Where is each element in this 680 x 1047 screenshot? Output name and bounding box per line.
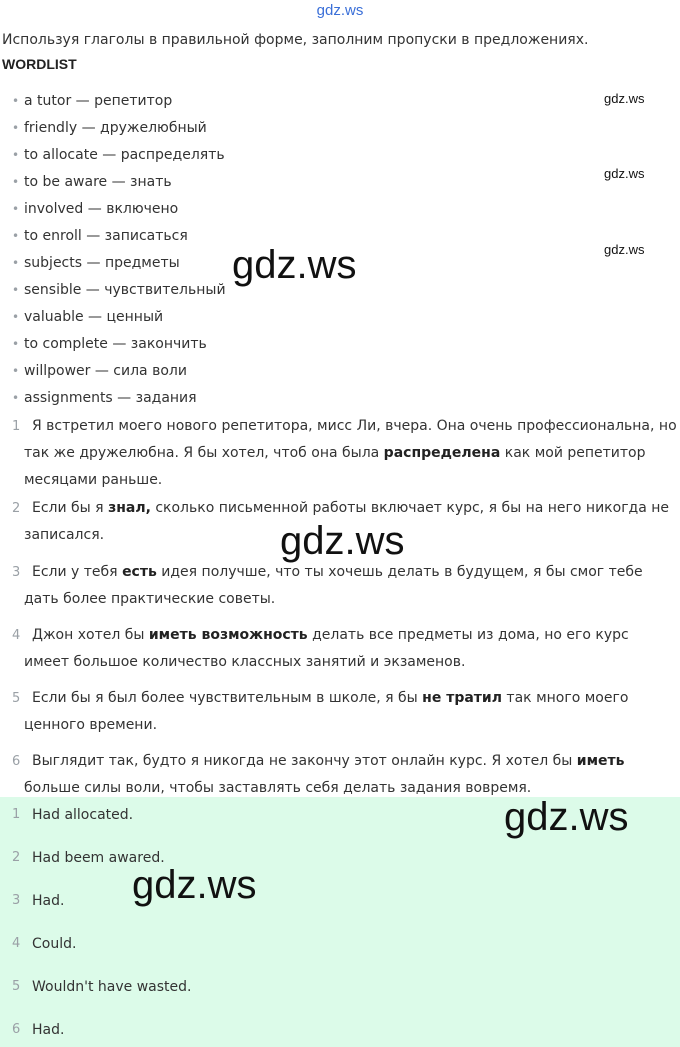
watermark: gdz.ws: [280, 519, 405, 563]
answer-text: Had.: [32, 893, 65, 909]
watermark-top: gdz.ws: [316, 2, 364, 19]
question-item: [0, 413, 680, 494]
wordlist-item: [0, 331, 226, 358]
bullet-icon: •: [12, 337, 20, 351]
answer-text: Wouldn't have wasted.: [32, 979, 192, 995]
bullet-icon: •: [12, 229, 20, 243]
question-highlight: распределена: [383, 445, 501, 461]
wordlist-item-text: a tutor — репетитор: [24, 93, 173, 109]
wordlist-item-text: valuable — ценный: [24, 309, 164, 325]
watermark: gdz.ws: [604, 242, 645, 257]
question-text-part: так много моего ценного времени.: [24, 690, 629, 733]
question-number: 6: [12, 754, 21, 769]
watermark: gdz.ws: [604, 91, 645, 106]
wordlist-item: [0, 196, 226, 223]
question-highlight: иметь: [576, 753, 625, 769]
wordlist-item-text: involved — включено: [24, 201, 179, 217]
watermark: gdz.ws: [604, 166, 645, 181]
answer-number: 1: [12, 807, 21, 822]
bullet-icon: •: [12, 283, 20, 297]
answer-text: Had.: [32, 1022, 65, 1038]
question-text: [0, 685, 680, 739]
answer-text: Had beem awared.: [32, 850, 165, 866]
wordlist-item-text: to allocate — распределять: [24, 147, 225, 163]
answer-text: Had allocated.: [32, 807, 134, 823]
bullet-icon: •: [12, 175, 20, 189]
bullet-icon: •: [12, 202, 20, 216]
answer-number: 3: [12, 893, 21, 908]
question-text-part: Я встретил моего нового репетитора, мисс Ли, вчера. Она очень профессиональна, но так же дружелюбна. Я бы хотел, чтоб она была: [24, 418, 677, 461]
question-text-part: Если бы я: [32, 500, 109, 516]
question-highlight: знал,: [108, 500, 151, 516]
question-item: [0, 622, 680, 676]
wordlist-item-text: friendly — дружелюбный: [24, 120, 207, 136]
question-text-part: Джон хотел бы: [32, 627, 149, 643]
wordlist-item-text: to be aware — знать: [24, 174, 172, 190]
bullet-icon: •: [12, 148, 20, 162]
wordlist-item: [0, 385, 226, 412]
watermark: gdz.ws: [504, 795, 629, 839]
bullet-icon: •: [12, 310, 20, 324]
question-text: [0, 559, 680, 613]
bullet-icon: •: [12, 256, 20, 270]
question-number: 3: [12, 565, 21, 580]
wordlist-item: [0, 358, 226, 385]
answer-text: Could.: [32, 936, 77, 952]
intro-text: Используя глаголы в правильной форме, заполним пропуски в предложениях.: [2, 32, 589, 48]
wordlist-item: [0, 88, 226, 115]
wordlist-item-text: sensible — чувствительный: [24, 282, 226, 298]
wordlist-title: WORDLIST: [2, 56, 77, 72]
question-number: 1: [12, 419, 21, 434]
question-text-part: Если бы я был более чувствительным в школе, я бы: [32, 690, 423, 706]
bullet-icon: •: [12, 121, 20, 135]
question-number: 2: [12, 501, 21, 516]
question-text: [0, 748, 680, 802]
question-number: 4: [12, 628, 21, 643]
bullet-icon: •: [12, 364, 20, 378]
question-text-part: идея получше, что ты хочешь делать в будущем, я бы смог тебе дать более практические советы.: [24, 564, 643, 607]
wordlist-item-text: willpower — сила воли: [24, 363, 187, 379]
wordlist-item-text: assignments — задания: [24, 390, 197, 406]
question-text-part: как мой репетитор месяцами раньше.: [24, 445, 646, 488]
question-text: [0, 622, 680, 676]
question-item: [0, 559, 680, 613]
bullet-icon: •: [12, 94, 20, 108]
wordlist-item: [0, 250, 226, 277]
answer-number: 4: [12, 936, 21, 951]
question-text-part: больше силы воли, чтобы заставлять себя делать задания вовремя.: [24, 780, 532, 796]
question-text-part: делать все предметы из дома, но его курс имеет большое количество классных занятий и экзаменов.: [24, 627, 629, 670]
wordlist-item: [0, 277, 226, 304]
answer-number: 6: [12, 1022, 21, 1037]
wordlist-item: [0, 115, 226, 142]
question-text-part: Если у тебя: [32, 564, 123, 580]
question-highlight: не тратил: [422, 690, 502, 706]
bullet-icon: •: [12, 391, 20, 405]
question-item: [0, 748, 680, 802]
question-text: [0, 413, 680, 494]
wordlist-item: [0, 223, 226, 250]
wordlist: [0, 88, 226, 412]
wordlist-item: [0, 142, 226, 169]
wordlist-item-text: to complete — закончить: [24, 336, 207, 352]
question-highlight: есть: [122, 564, 157, 580]
answer-number: 2: [12, 850, 21, 865]
question-text-part: Выглядит так, будто я никогда не закончу этот онлайн курс. Я хотел бы: [32, 753, 577, 769]
wordlist-item: [0, 169, 226, 196]
watermark: gdz.ws: [232, 243, 357, 287]
answer-number: 5: [12, 979, 21, 994]
question-highlight: иметь возможность: [148, 627, 308, 643]
watermark: gdz.ws: [132, 863, 257, 907]
wordlist-item: [0, 304, 226, 331]
wordlist-item-text: to enroll — записаться: [24, 228, 188, 244]
wordlist-item-text: subjects — предметы: [24, 255, 180, 271]
question-text-part: сколько письменной работы включает курс, я бы на него никогда не записался.: [24, 500, 670, 543]
question-item: [0, 685, 680, 739]
question-number: 5: [12, 691, 21, 706]
